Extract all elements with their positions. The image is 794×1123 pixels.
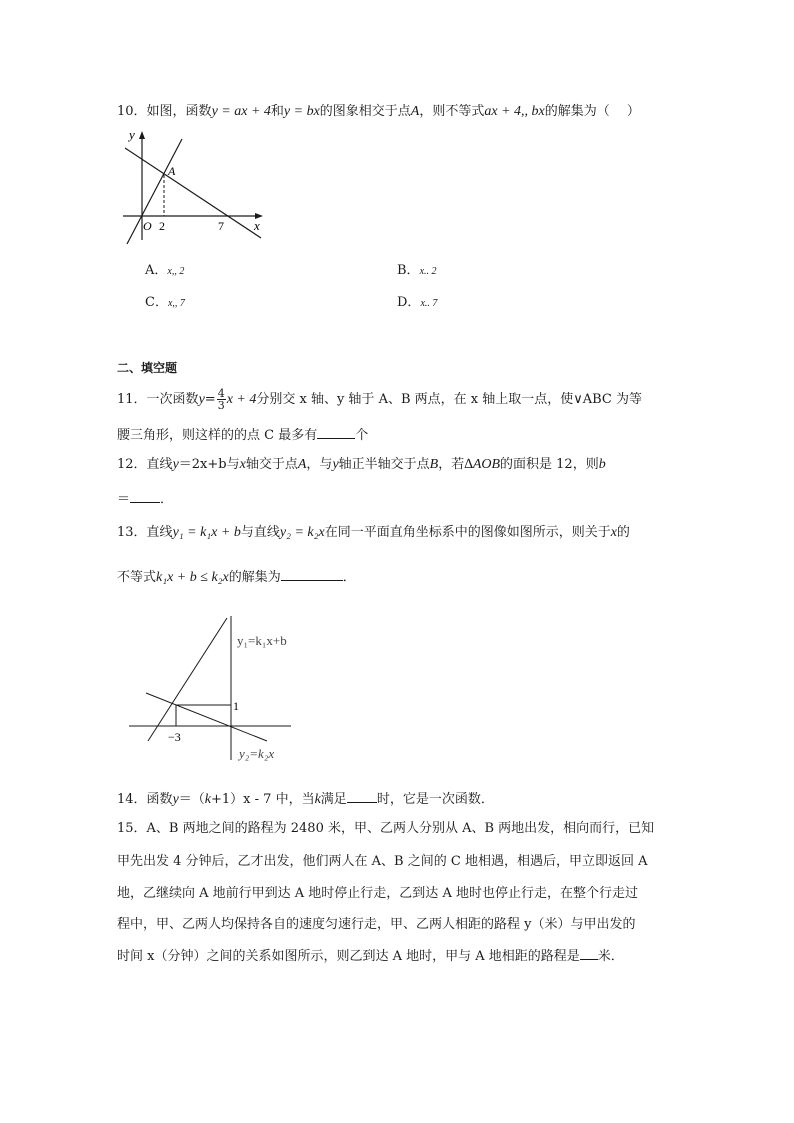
q14-answer-blank[interactable] bbox=[347, 788, 377, 803]
q15-line-4: 程中，甲、乙两人均保持各自的速度匀速行走，甲、乙两人相距的路程 y（米）与甲出发的 bbox=[117, 917, 636, 932]
q10-label-7: 7 bbox=[218, 219, 224, 233]
q10-text-2: 和 bbox=[270, 104, 284, 119]
q10-option-d[interactable]: D．x.. 7 bbox=[397, 295, 438, 310]
q10-function-2: y = bx bbox=[283, 104, 320, 119]
q10-function-1: y = ax + 4 bbox=[211, 104, 271, 119]
q13-answer-blank[interactable] bbox=[281, 566, 343, 581]
q10-graph bbox=[115, 125, 275, 250]
q15-line-1: 15．A、B 两地之间的路程为 2480 米，甲、乙两人分别从 A、B 两地出发，相向而行，已知 bbox=[117, 821, 655, 836]
q10-option-b-expr: x.. 2 bbox=[419, 266, 437, 277]
q11-line-1: 11．一次函数y= $\frac{4}{3}$ x + 4分别交 x 轴、y 轴于 A、B 两点，在 x 轴上取一点，使∨ABC 为等 bbox=[117, 387, 643, 412]
q13-label-1: 1 bbox=[233, 699, 239, 713]
q10-label-o: O bbox=[143, 219, 152, 233]
q10-option-a-expr: x,, 2 bbox=[167, 266, 185, 277]
q13-line-2: 不等式k₁x + b ≤ k₂x的解集为 ． bbox=[117, 566, 356, 588]
q15-line-3: 地，乙继续向 A 地前行甲到达 A 地时停止行走，乙到达 A 地时也停止行走，在整个行走过 bbox=[117, 886, 638, 901]
q10-option-c-expr: x,, 7 bbox=[167, 298, 185, 309]
q10-text-1: 如图，函数 bbox=[146, 104, 212, 119]
q15-line-2: 甲先出发 4 分钟后，乙才出发，他们两人在 A、B 之间的 C 地相遇，相遇后，甲立即返回 A bbox=[117, 854, 648, 869]
q13-line-y1 bbox=[148, 618, 227, 741]
q12-number: 12． bbox=[117, 457, 147, 472]
q15-line-5: 时间 x（分钟）之间的关系如图所示，则乙到达 A 地时，甲与 A 地相距的路程是 米． bbox=[117, 945, 624, 967]
q10-label-x: x bbox=[254, 218, 260, 233]
q13-line-y2 bbox=[146, 693, 267, 741]
q13-line-1: 13．直线y₁ = k₁x + b与直线y₂ = k₂x在同一平面直角坐标系中的图像如图所示，则关于x的 bbox=[117, 525, 630, 540]
q10-option-b[interactable]: B．x.. 2 bbox=[397, 263, 437, 278]
q10-text-3: 的图象相交于点 bbox=[319, 104, 411, 119]
q10-stem bbox=[117, 102, 640, 122]
q13-graph bbox=[125, 610, 305, 770]
q10-label-a: A bbox=[168, 164, 176, 178]
q11-answer-blank[interactable] bbox=[317, 424, 355, 439]
q13-label-y2: y₂=k₂x bbox=[239, 746, 275, 761]
q12-line-1: 12．直线y＝2x+b与x轴交于点A，与y轴正半轴交于点B，若∆AOB的面积是 12，则b bbox=[117, 457, 606, 472]
q14-line: 14．函数y＝（k+1）x - 7 中，当k满足 时，它是一次函数． bbox=[117, 788, 494, 810]
q10-y-arrow bbox=[139, 131, 145, 139]
q14-number: 14． bbox=[117, 792, 147, 807]
q11-fraction: $\frac{4}{3}$ bbox=[217, 387, 225, 412]
q10-label-2: 2 bbox=[159, 219, 165, 233]
q13-number: 13． bbox=[117, 525, 147, 540]
q12-answer-blank[interactable] bbox=[130, 488, 160, 503]
q15-answer-blank[interactable] bbox=[580, 945, 598, 960]
q11-number: 11． bbox=[117, 392, 147, 407]
q10-text-5: 的解集为（ ） bbox=[544, 104, 640, 119]
q11-line-2: 腰三角形，则这样的的点 C 最多有 个 bbox=[117, 424, 368, 446]
q10-option-c[interactable]: C．x,, 7 bbox=[145, 295, 185, 310]
q10-number: 10． bbox=[117, 104, 147, 119]
q10-label-y: y bbox=[129, 127, 135, 142]
q13-label-neg3: −3 bbox=[168, 730, 181, 744]
q15-number: 15． bbox=[117, 821, 147, 836]
q10-point-a: A bbox=[410, 104, 420, 119]
q12-line-2: ＝ ． bbox=[117, 488, 173, 510]
q10-inequality: ax + 4,, bx bbox=[484, 104, 545, 119]
q13-label-y1: y₁=k₁x+b bbox=[237, 633, 287, 648]
section-heading: 二、填空题 bbox=[117, 361, 178, 375]
q10-text-4: ，则不等式 bbox=[419, 104, 485, 119]
q10-option-a[interactable]: A．x,, 2 bbox=[145, 263, 185, 278]
q10-option-d-expr: x.. 7 bbox=[420, 298, 438, 309]
